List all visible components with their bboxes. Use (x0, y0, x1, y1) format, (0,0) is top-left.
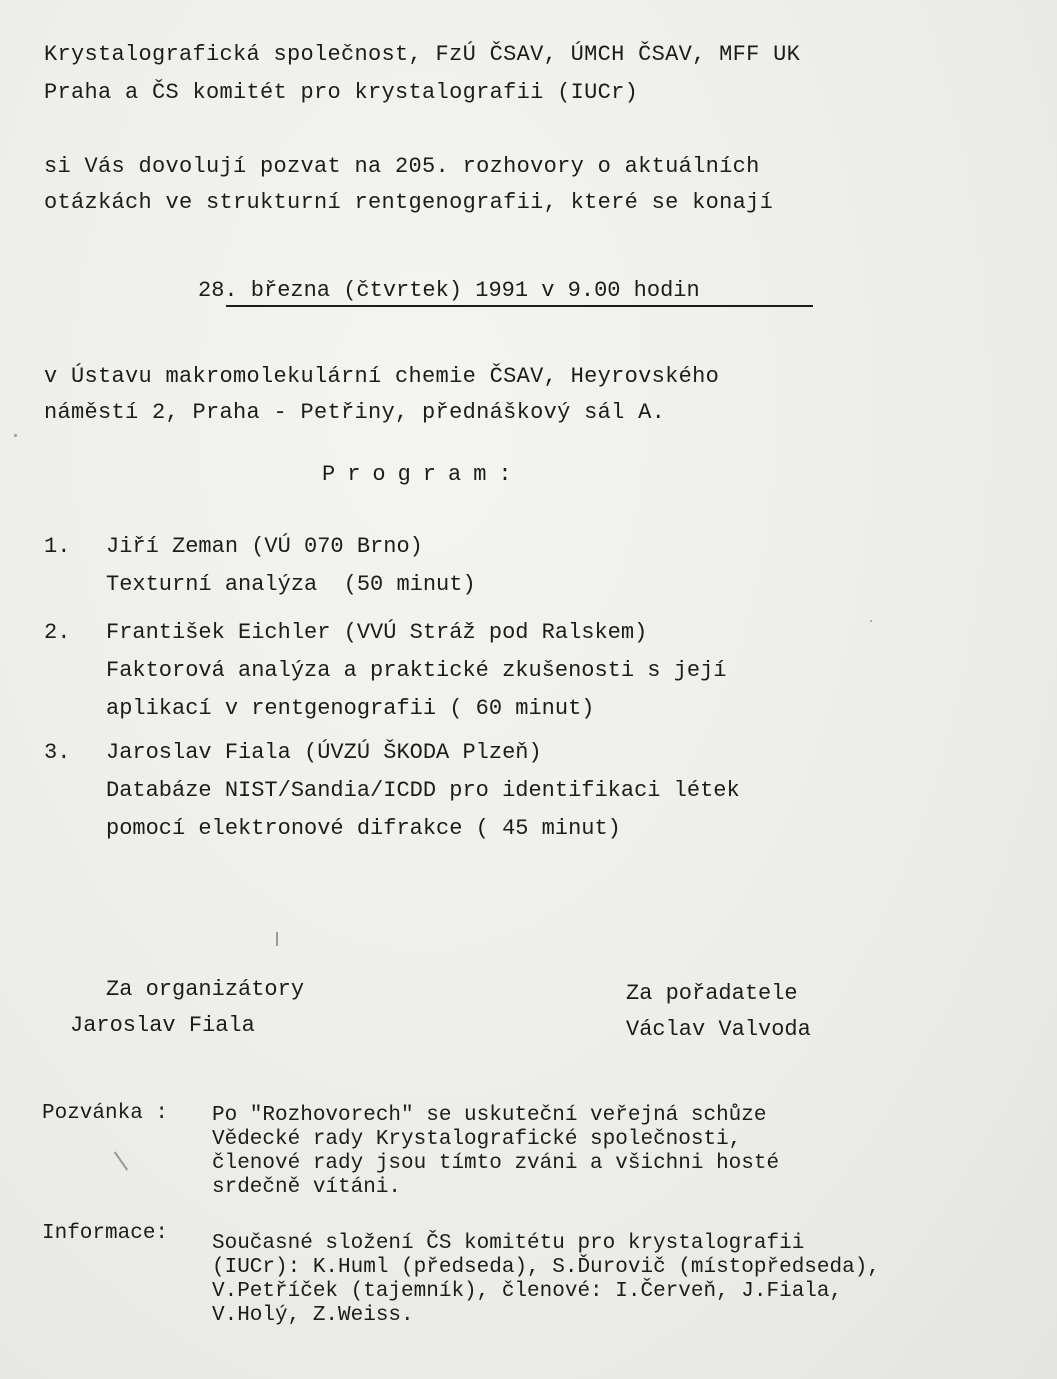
note-paragraph (212, 1104, 779, 1200)
program-item (106, 528, 476, 604)
event-date: 28. března (čtvrtek) 1991 v 9.00 hodin (198, 278, 700, 303)
program-heading: Program: (322, 462, 524, 487)
paper-speck (14, 434, 17, 437)
program-speaker: Jaroslav Fiala (ÚVZÚ ŠKODA Plzeň) (106, 740, 542, 765)
invitation-line-1: si Vás dovolují pozvat na 205. rozhovory o aktuálních (44, 154, 760, 179)
signature-name: Jaroslav Fiala (70, 1013, 255, 1038)
note-line: V.Petříček (tajemník), členové: I.Červeň, J.Fiala, (212, 1280, 843, 1303)
note-line: srdečně vítáni. (212, 1176, 402, 1199)
program-item-number: 3. (44, 740, 71, 765)
program-item (106, 734, 740, 848)
program-talk-line: aplikací v rentgenografii ( 60 minut) (106, 696, 595, 721)
header-line-2: Praha a ČS komitét pro krystalografii (IUCr) (44, 80, 639, 105)
header-line-1: Krystalografická společnost, FzÚ ČSAV, ÚMCH ČSAV, MFF UK (44, 42, 801, 67)
program-talk-line: Faktorová analýza a praktické zkušenosti s její (106, 658, 727, 683)
program-item-number: 1. (44, 534, 71, 559)
note-label: Pozvánka : (42, 1102, 169, 1125)
program-speaker: František Eichler (VVÚ Stráž pod Ralskem) (106, 620, 648, 645)
paper-speck (114, 1151, 128, 1170)
date-underline (226, 305, 813, 307)
program-talk-line: Texturní analýza (50 minut) (106, 572, 476, 597)
signature-role: Za pořadatele (626, 981, 798, 1006)
paper-speck (870, 620, 872, 622)
note-line: V.Holý, Z.Weiss. (212, 1304, 414, 1327)
venue-line-2: náměstí 2, Praha - Petřiny, přednáškový sál A. (44, 400, 666, 425)
note-line: členové rady jsou tímto zváni a všichni hosté (212, 1152, 780, 1175)
note-line: Po "Rozhovorech" se uskuteční veřejná schůze (212, 1104, 767, 1127)
program-talk-line: pomocí elektronové difrakce ( 45 minut) (106, 816, 621, 841)
signature-name: Václav Valvoda (626, 1017, 811, 1042)
note-line: Současné složení ČS komitétu pro krystalografii (212, 1232, 805, 1255)
signature-hosts (626, 976, 811, 1048)
paper-speck (276, 932, 278, 946)
note-line: (IUCr): K.Huml (předseda), S.Ďurovič (místopředseda), (212, 1256, 880, 1279)
signature-organizers (70, 972, 304, 1044)
note-line: Vědecké rady Krystalografické společnosti, (212, 1128, 742, 1151)
signature-role: Za organizátory (106, 977, 305, 1002)
program-item (106, 614, 727, 728)
note-label: Informace: (42, 1222, 169, 1245)
venue-line-1: v Ústavu makromolekulární chemie ČSAV, Heyrovského (44, 364, 720, 389)
note-paragraph (212, 1232, 880, 1328)
program-item-number: 2. (44, 620, 71, 645)
program-talk-line: Databáze NIST/Sandia/ICDD pro identifikaci létek (106, 778, 740, 803)
invitation-line-2: otázkách ve strukturní rentgenografii, které se konají (44, 190, 774, 215)
program-speaker: Jiří Zeman (VÚ 070 Brno) (106, 534, 423, 559)
